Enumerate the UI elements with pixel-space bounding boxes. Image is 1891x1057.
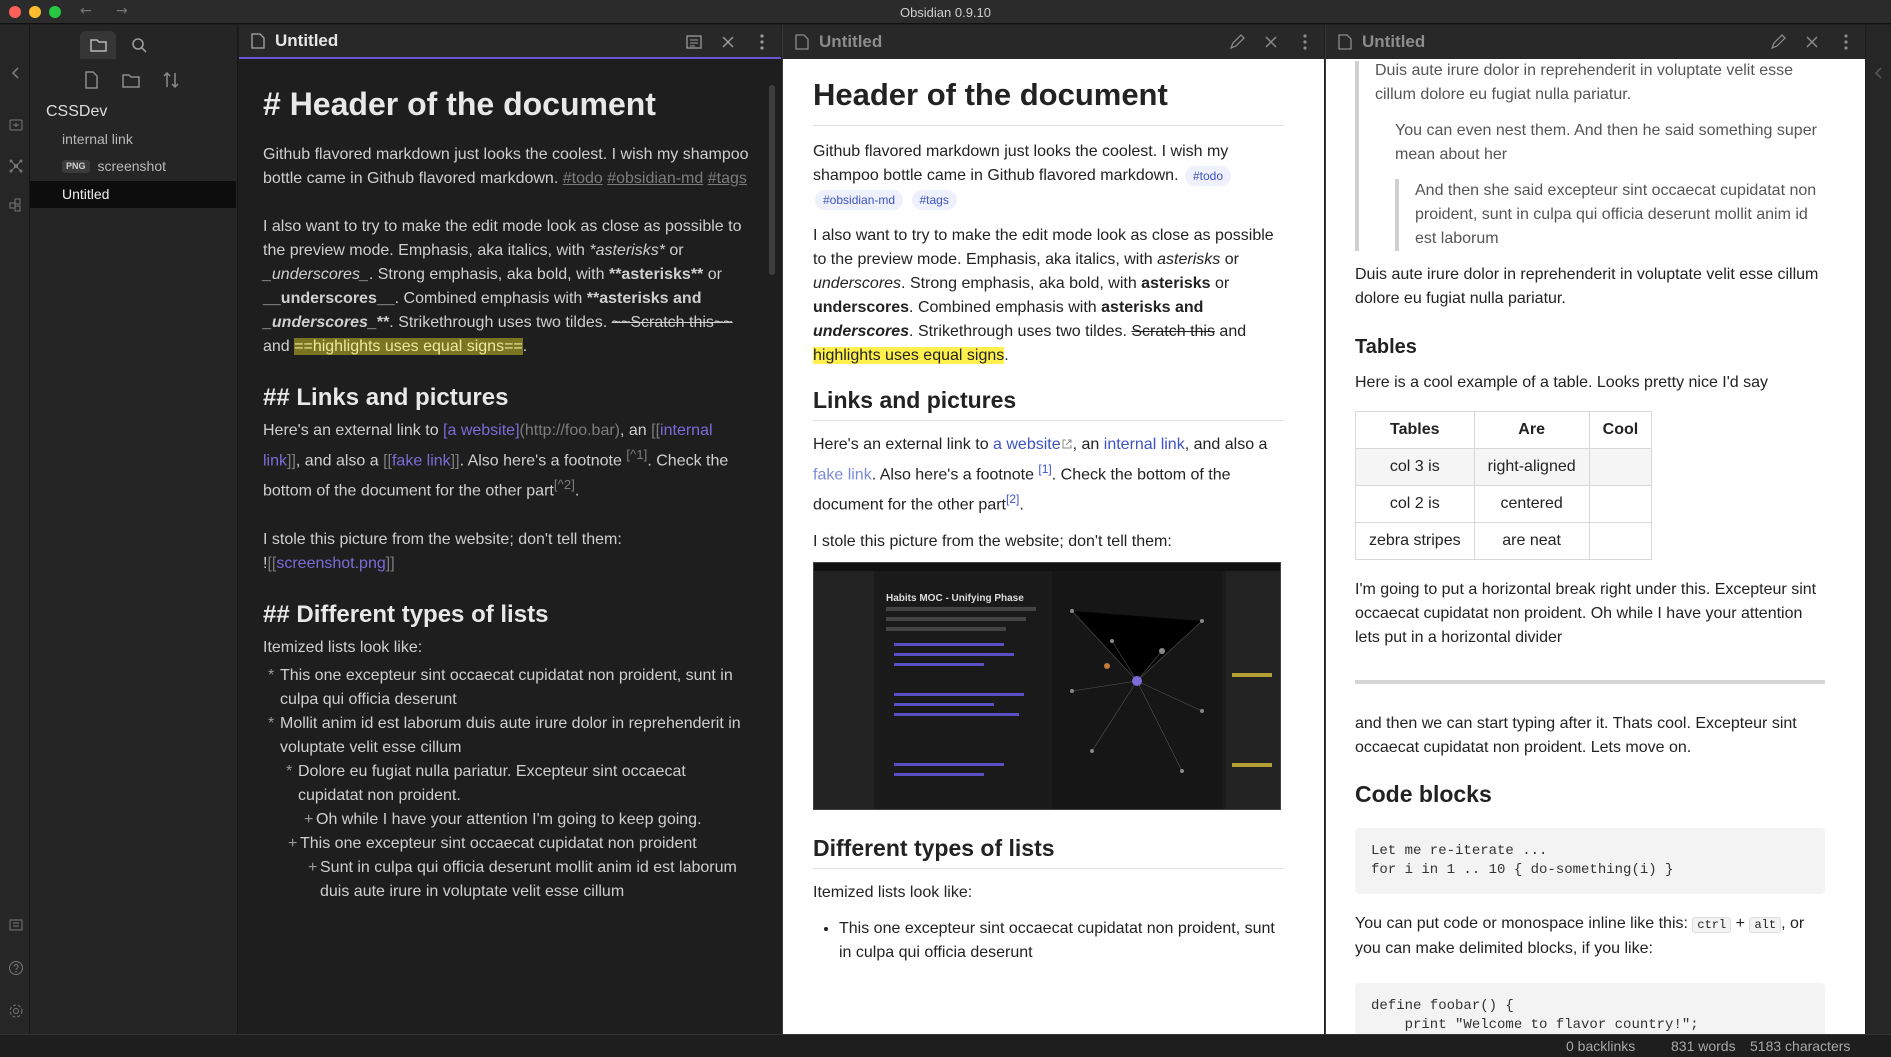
status-bar [0,1034,1891,1057]
vault-name[interactable]: CSSDev [46,103,108,120]
preview-h2-links: Links and pictures [813,384,1284,421]
preview-list [813,917,1284,965]
close-pane-icon[interactable] [1262,32,1280,52]
edit-mode-icon[interactable] [1228,32,1246,52]
close-pane-icon[interactable] [1803,32,1821,52]
external-link-icon [1061,434,1073,446]
nested-blockquote [1375,119,1825,251]
embedded-screenshot[interactable] [813,562,1281,810]
preview-paragraph-1: Github flavored markdown just looks the coolest. I wish my shampoo bottle came in Github flavored markdown. #todo #obsidian-md #tags [813,140,1284,212]
pane-title[interactable]: Untitled [1362,32,1426,51]
help-icon[interactable] [8,960,24,976]
table-cell: centered [1474,486,1589,523]
graph-view-icon[interactable] [8,158,24,174]
footnote-ref-1[interactable]: [1] [1038,462,1052,476]
editor-scrollbar[interactable] [769,85,775,275]
list-item: + Oh while I have your attention I'm going to keep going. [304,810,702,828]
file-name: internal link [62,131,133,147]
nested-blockquote-2 [1395,179,1825,251]
lists-intro: Itemized lists look like: [813,883,973,901]
list-item: * Dolore eu fugiat nulla pariatur. Excepteur sint occaecat cupidatat non proident. [286,762,686,804]
collapse-chevron-icon[interactable] [8,65,24,81]
preview-pane-scrolled [1325,25,1865,1034]
editor-h1: # Header of the document [263,86,656,122]
table-row [1356,523,1652,560]
inline-code-paragraph: You can put code or monospace inline like this: ctrl + alt , or you can make delimited blocks, if you like: [1355,915,1805,957]
title-bar [0,0,1891,24]
settings-gear-icon[interactable] [8,1003,24,1019]
paragraph-after-hr: and then we can start typing after it. Thats cool. Excepteur sint occaecat cupidatat non proident. Lets move on. [1355,715,1797,756]
table-cell: col 3 is [1356,449,1475,486]
tab-file-explorer[interactable] [80,31,116,59]
right-ribbon [1866,25,1891,1034]
horizontal-divider [1355,680,1825,684]
list-item: • This one excepteur sint occaecat cupidatat non proident, sunt in culpa qui officia deserunt [839,917,1284,965]
table-header-row [1356,412,1652,449]
tag-tags[interactable]: #tags [707,170,747,187]
table-cell [1589,523,1652,560]
backlinks-count[interactable]: 0 backlinks [1566,1038,1636,1054]
sort-icon[interactable] [160,69,182,91]
new-folder-icon[interactable] [120,69,142,91]
kbd-ctrl: ctrl [1692,917,1731,933]
internal-link[interactable]: internal link [263,422,713,470]
document-icon [795,34,809,50]
list-item: + Sunt in culpa qui officia deserunt mollit anim id est laborum duis aute irure in voluptate velit esse cillum [308,858,737,900]
preview-mode-icon[interactable] [685,32,703,52]
highlighted-text: ==highlights uses equal signs== [294,338,523,355]
preview-paragraph-3: Here's an external link to a website , an internal link, and also a fake link. Also here's a footnote [1]. Check the bottom of the document for the other part[2]. [813,436,1268,514]
screenshot-note-title: Habits MOC - Unifying Phase [886,592,1024,604]
table-header-cell: Are [1474,412,1589,449]
table-cell: right-aligned [1474,449,1589,486]
more-options-icon[interactable] [1296,32,1314,52]
tables-heading: Tables [1355,336,1417,358]
preview-paragraph-2: I also want to try to make the edit mode look as close as possible to the preview mode. Emphasis, aka italics, with asterisks or underscores. Strong emphasis, aka bold, with asterisks or underscores. Combined emphasis with asterisks and underscores. Strikethrough uses two tildes. Scratch this and highlights uses equal signs. [813,227,1274,364]
pane-header [1326,25,1865,59]
table-row [1356,449,1652,486]
table-cell: col 2 is [1356,486,1475,523]
file-name: screenshot [97,158,166,174]
editor-h2-links: ## Links and pictures [263,384,509,411]
preview-h1: Header of the document [813,75,1284,126]
switcher-icon[interactable] [8,117,24,133]
document-icon [251,33,265,49]
back-arrow-icon[interactable]: ← [80,3,92,19]
kbd-alt: alt [1749,917,1781,933]
highlighted-text: highlights uses equal signs [813,347,1005,364]
tab-search[interactable] [122,31,158,59]
document-icon [1338,34,1352,50]
blockquote [1355,61,1825,251]
code-blocks-heading: Code blocks [1355,781,1492,807]
table-cell: zebra stripes [1356,523,1475,560]
expand-chevron-icon[interactable] [1871,65,1887,81]
tag-obsidian-md[interactable]: #obsidian-md [815,190,903,210]
code-block: define foobar() { print "Welcome to flavor country!"; [1355,983,1825,1034]
file-name: Untitled [62,186,110,202]
tag-obsidian-md[interactable]: #obsidian-md [607,170,704,187]
list-item: + This one excepteur sint occaecat cupidatat non proident [288,834,697,852]
editor-paragraph-2: I also want to try to make the edit mode look as close as possible to the preview mode. Emphasis, aka italics, with *asterisks* or _underscores_. Strong emphasis, aka bold, with **asterisks** or __underscores__. Combined emphasis with **asterisks and _underscores_**. Strikethrough uses two tildes. ~~Scratch this~~ and ==highlights uses equal signs==. [263,218,742,355]
footnote-ref-2[interactable]: [2] [1006,492,1020,507]
blockquote-text: You can even nest them. And then he said something super mean about her [1395,122,1817,163]
pane-title[interactable]: Untitled [819,32,883,51]
internal-link[interactable]: internal link [1103,436,1185,453]
tables-intro: Here is a cool example of a table. Looks pretty nice I'd say [1355,374,1769,391]
more-options-icon[interactable] [1837,32,1855,52]
character-count: 5183 characters [1750,1038,1851,1054]
table-cell [1589,449,1652,486]
editor-paragraph-1: Github flavored markdown just looks the coolest. I wish my shampoo bottle came in Github flavored markdown. #todo #obsidian-md #tags [263,146,749,187]
preview-pane [782,25,1324,1034]
example-table [1355,411,1652,560]
paragraph-before-hr: I'm going to put a horizontal break right under this. Excepteur sint occaecat cupidatat non proident. Oh while I have your attention lets put in a horizontal divider [1355,581,1817,646]
embed-link[interactable]: screenshot.png [276,554,386,572]
file-explorer-sidebar [30,25,238,1034]
fake-link[interactable]: fake link [391,452,451,470]
preview-content[interactable] [783,61,1324,1034]
more-options-icon[interactable] [753,32,771,52]
forward-arrow-icon[interactable]: → [116,3,128,19]
preview-h2-lists: Different types of lists [813,832,1284,869]
blockquote-text: Duis aute irure dolor in reprehenderit in voluptate velit esse cillum dolore eu fugiat nulla pariatur. [1375,62,1794,103]
file-item-screenshot[interactable] [30,153,236,180]
close-pane-icon[interactable] [719,32,737,52]
editor-paragraph-4: I stole this picture from the website; don't tell them: ![[screenshot.png]] [263,530,622,572]
pane-header [239,25,781,59]
list-item: * This one excepteur sint occaecat cupidatat non proident, sunt in culpa qui officia deserunt [268,666,733,708]
tag-todo[interactable]: #todo [562,170,603,187]
edit-mode-icon[interactable] [1769,32,1787,52]
vault-switch-icon[interactable] [8,917,24,933]
table-cell: are neat [1474,523,1589,560]
left-ribbon [0,25,30,1034]
editor-pane [239,25,781,1034]
tag-todo[interactable]: #todo [1185,166,1231,186]
table-header-cell: Tables [1356,412,1475,449]
plugins-icon[interactable] [8,197,24,213]
table-cell [1589,486,1652,523]
preview-content[interactable] [1326,61,1865,1034]
word-count: 831 words [1671,1038,1736,1054]
paragraph-after-quote: Duis aute irure dolor in reprehenderit in voluptate velit esse cillum dolore eu fugiat nulla pariatur. [1355,266,1819,307]
window-title: Obsidian 0.9.10 [899,5,992,20]
preview-paragraph-4: I stole this picture from the website; don't tell them: [813,532,1172,550]
editor-content[interactable] [239,61,781,1034]
tag-tags[interactable]: #tags [912,190,957,210]
external-link[interactable]: a website [993,436,1061,453]
table-row [1356,486,1652,523]
editor-paragraph-3: Here's an external link to [a website](http://foo.bar), an [[internal link]], and also a [[fake link]]. Also here's a footnote [^1]. Check the bottom of the document for the other part[^2]. [263,422,729,500]
file-item-untitled[interactable] [30,181,236,208]
pane-title[interactable]: Untitled [275,31,339,50]
editor-h2-lists: ## Different types of lists [263,600,549,628]
external-link[interactable]: [a website] [443,422,520,439]
pane-header [783,25,1324,59]
fake-link[interactable]: fake link [813,466,872,484]
new-note-icon[interactable] [80,69,102,91]
list-item: * Mollit anim id est laborum duis aute irure dolor in reprehenderit in voluptate velit esse cillum [268,714,741,756]
file-item-internal-link[interactable] [30,126,236,153]
blockquote-text: And then she said excepteur sint occaecat cupidatat non proident, sunt in culpa qui officia deserunt mollit anim id est laborum [1415,182,1817,247]
file-type-badge: PNG [62,160,90,173]
code-block: Let me re-iterate ... for i in 1 .. 10 { do-something(i) } [1355,828,1825,894]
lists-intro: Itemized lists look like: [263,638,423,656]
table-header-cell: Cool [1589,412,1652,449]
